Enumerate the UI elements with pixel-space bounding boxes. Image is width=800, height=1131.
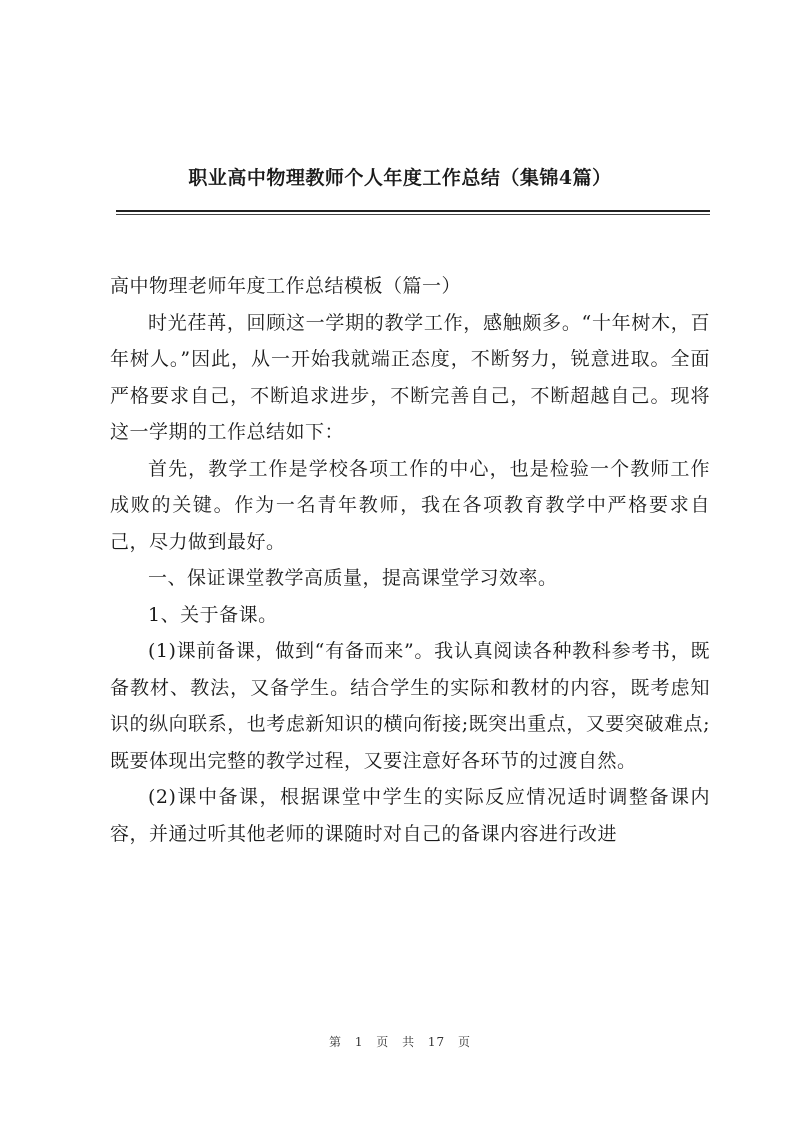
document-title: 职业高中物理教师个人年度工作总结（集锦4篇） bbox=[188, 167, 612, 189]
paragraph: 时光荏苒，回顾这一学期的教学工作，感触颇多。“十年树木，百年树人。”因此，从一开始我就端正态度，不断努力，锐意进取。全面严格要求自己，不断追求进步，不断完善自己，不断超越自己。现将这一学期的工作总结如下： bbox=[110, 311, 710, 443]
paragraph: (1)课前备课，做到“有备而来”。我认真阅读各种教科参考书，既备教材、教法，又备学生。结合学生的实际和教材的内容，既考虑知识的纵向联系，也考虑新知识的横向衔接;既突出重点，又要突破难点;既要体现出完整的教学过程，又要注意好各环节的过渡自然。 bbox=[110, 640, 710, 772]
title-underline-thick bbox=[116, 210, 710, 212]
paragraph: 1、关于备课。 bbox=[148, 603, 278, 626]
paragraph: 首先，教学工作是学校各项工作的中心，也是检验一个教师工作成败的关键。作为一名青年教师，我在各项教育教学中严格要求自己，尽力做到最好。 bbox=[110, 457, 710, 553]
page-number-footer: 第 1 页 共 17 页 bbox=[329, 1035, 471, 1049]
title-underline-thin bbox=[116, 214, 710, 215]
paragraph: (2)课中备课，根据课堂中学生的实际反应情况适时调整备课内容，并通过听其他老师的课随时对自己的备课内容进行改进 bbox=[110, 786, 710, 845]
section-heading: 高中物理老师年度工作总结模板（篇一） bbox=[110, 275, 462, 297]
paragraph: 一、保证课堂教学高质量，提高课堂学习效率。 bbox=[148, 567, 558, 589]
document-body bbox=[110, 268, 710, 852]
